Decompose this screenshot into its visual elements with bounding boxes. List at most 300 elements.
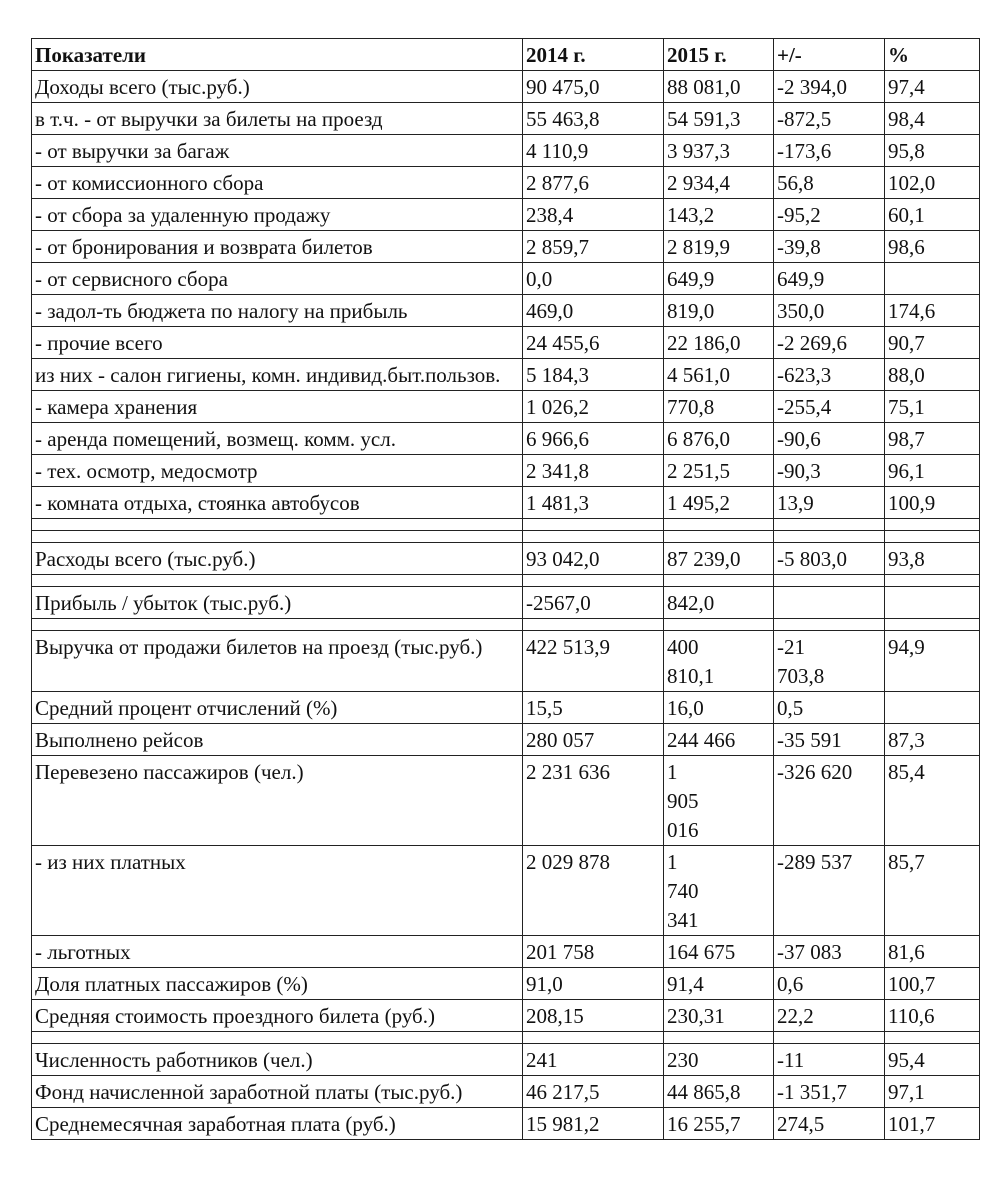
table-row [32, 359, 980, 391]
value-2014-text: 1 481,3 [526, 491, 589, 515]
row-label-text: - тех. осмотр, медосмотр [35, 459, 258, 483]
value-2015 [664, 936, 774, 968]
table-row [32, 71, 980, 103]
header-diff: +/- [774, 39, 885, 71]
indicators-table [31, 38, 980, 1140]
header-row [32, 39, 980, 71]
table-row [32, 103, 980, 135]
value-2015 [664, 692, 774, 724]
value-2015 [664, 1076, 774, 1108]
value-percent [885, 631, 980, 692]
value-diff [774, 199, 885, 231]
value-2015 [664, 756, 774, 846]
value-diff [774, 391, 885, 423]
value-2015-text: 842,0 [667, 591, 715, 615]
row-label-text: - задол-ть бюджета по налогу на прибыль [35, 299, 408, 323]
row-label-text: - аренда помещений, возмещ. комм. усл. [35, 427, 396, 451]
value-diff-text: -326 620 [777, 760, 853, 784]
value-percent [885, 135, 980, 167]
value-diff [774, 231, 885, 263]
value-2014 [523, 327, 664, 359]
value-2014-text: 4 110,9 [526, 139, 589, 163]
value-2015 [664, 543, 774, 575]
table-row [32, 1076, 980, 1108]
value-diff-text: -623,3 [777, 363, 832, 387]
row-label-text: из них - салон гигиены, комн. индивид.быт.пользов. [35, 363, 501, 387]
value-percent [885, 1000, 980, 1032]
table-row [32, 327, 980, 359]
spacer-cell [32, 575, 523, 587]
value-2014 [523, 587, 664, 619]
value-2015 [664, 455, 774, 487]
value-2015 [664, 1108, 774, 1140]
value-diff-text: -1 351,7 [777, 1080, 847, 1104]
value-2014 [523, 1044, 664, 1076]
value-2015 [664, 135, 774, 167]
value-2014 [523, 391, 664, 423]
value-diff-text: -872,5 [777, 107, 832, 131]
row-label [32, 359, 523, 391]
value-percent-text: 75,1 [888, 395, 925, 419]
table-row [32, 487, 980, 519]
table-row [32, 936, 980, 968]
value-diff-text: -39,8 [777, 235, 821, 259]
value-2014-text: 422 513,9 [526, 635, 610, 659]
value-2015 [664, 587, 774, 619]
value-2015 [664, 631, 774, 692]
spacer-row [32, 519, 980, 531]
value-2015 [664, 1044, 774, 1076]
header-percent: % [885, 39, 980, 71]
value-diff-text: -2 269,6 [777, 331, 847, 355]
value-percent [885, 103, 980, 135]
spacer-row [32, 575, 980, 587]
value-diff [774, 263, 885, 295]
value-diff-text: 13,9 [777, 491, 814, 515]
row-label [32, 724, 523, 756]
value-diff-text: -90,6 [777, 427, 821, 451]
value-2014-text: 201 758 [526, 940, 595, 964]
value-2014-text: 238,4 [526, 203, 574, 227]
value-2014-text: 241 [526, 1048, 558, 1072]
row-label-text: - камера хранения [35, 395, 198, 419]
value-2014 [523, 692, 664, 724]
value-percent-text: 94,9 [888, 635, 925, 659]
value-2015-text: 143,2 [667, 203, 715, 227]
value-2014-text: 2 859,7 [526, 235, 589, 259]
value-2015 [664, 327, 774, 359]
row-label-text: - прочие всего [35, 331, 163, 355]
value-diff-text: -289 537 [777, 850, 853, 874]
row-label [32, 692, 523, 724]
value-percent-text: 100,7 [888, 972, 936, 996]
row-label [32, 968, 523, 1000]
value-2014-text: 24 455,6 [526, 331, 600, 355]
value-2015-text: 2 251,5 [667, 459, 730, 483]
value-2014 [523, 103, 664, 135]
row-label [32, 1000, 523, 1032]
table-row [32, 968, 980, 1000]
value-percent [885, 756, 980, 846]
value-percent [885, 543, 980, 575]
table-row [32, 135, 980, 167]
table-row [32, 455, 980, 487]
value-percent [885, 846, 980, 936]
row-label [32, 1044, 523, 1076]
table-row [32, 543, 980, 575]
value-diff [774, 487, 885, 519]
row-label [32, 135, 523, 167]
value-percent-text: 90,7 [888, 331, 925, 355]
value-percent-text: 101,7 [888, 1112, 936, 1136]
table-row [32, 1108, 980, 1140]
row-label-text: - комната отдыха, стоянка автобусов [35, 491, 360, 515]
value-diff [774, 359, 885, 391]
row-label-text: Перевезено пассажиров (чел.) [35, 760, 304, 784]
value-percent [885, 692, 980, 724]
row-label-text: - из них платных [35, 850, 186, 874]
value-2014-text: 46 217,5 [526, 1080, 600, 1104]
value-2014 [523, 455, 664, 487]
row-label [32, 487, 523, 519]
value-diff-text: 56,8 [777, 171, 814, 195]
value-2015-text: 87 239,0 [667, 547, 741, 571]
spacer-cell [885, 531, 980, 543]
value-diff [774, 103, 885, 135]
row-label [32, 327, 523, 359]
table-row [32, 756, 980, 846]
value-diff [774, 631, 885, 692]
row-label-text: Средняя стоимость проездного билета (руб.) [35, 1004, 435, 1028]
row-label-text: Среднемесячная заработная плата (руб.) [35, 1112, 396, 1136]
row-label-text: Фонд начисленной заработной платы (тыс.руб.) [35, 1080, 463, 1104]
row-label [32, 543, 523, 575]
value-percent [885, 968, 980, 1000]
value-diff [774, 587, 885, 619]
value-percent [885, 71, 980, 103]
value-2014 [523, 631, 664, 692]
value-2014-text: 90 475,0 [526, 75, 600, 99]
value-diff [774, 936, 885, 968]
row-label-text: Расходы всего (тыс.руб.) [35, 547, 256, 571]
spacer-cell [32, 531, 523, 543]
value-percent-text: 95,4 [888, 1048, 925, 1072]
value-2015-text: 2 819,9 [667, 235, 730, 259]
spacer-cell [32, 1032, 523, 1044]
spacer-cell [664, 575, 774, 587]
row-label-text: Доходы всего (тыс.руб.) [35, 75, 250, 99]
value-2015-text: 244 466 [667, 728, 736, 752]
value-percent-text: 100,9 [888, 491, 936, 515]
value-diff [774, 846, 885, 936]
value-percent-text: 98,4 [888, 107, 925, 131]
table-row [32, 846, 980, 936]
value-2014-text: 15,5 [526, 696, 563, 720]
table-row [32, 231, 980, 263]
value-2015-text: 6 876,0 [667, 427, 730, 451]
value-percent-text: 98,6 [888, 235, 925, 259]
value-2014 [523, 846, 664, 936]
value-2014 [523, 968, 664, 1000]
value-2015-text: 230 [667, 1048, 699, 1072]
spacer-cell [774, 519, 885, 531]
row-label [32, 423, 523, 455]
value-2014-text: 280 057 [526, 728, 595, 752]
value-percent [885, 724, 980, 756]
table-row [32, 1044, 980, 1076]
value-2015-text: 22 186,0 [667, 331, 741, 355]
value-percent-text: 85,4 [888, 760, 925, 784]
spacer-cell [885, 619, 980, 631]
header-2015: 2015 г. [664, 39, 774, 71]
spacer-cell [774, 1032, 885, 1044]
value-2014-text: 2 341,8 [526, 459, 589, 483]
value-percent-text: 85,7 [888, 850, 925, 874]
value-percent [885, 167, 980, 199]
value-diff [774, 295, 885, 327]
value-percent [885, 295, 980, 327]
row-label-text: в т.ч. - от выручки за билеты на проезд [35, 107, 383, 131]
value-2014 [523, 263, 664, 295]
value-percent-text: 174,6 [888, 299, 936, 323]
value-2015 [664, 295, 774, 327]
value-2015-text: 1 495,2 [667, 491, 730, 515]
value-2014 [523, 936, 664, 968]
value-percent-text: 81,6 [888, 940, 925, 964]
value-diff-text: 22,2 [777, 1004, 814, 1028]
value-percent [885, 199, 980, 231]
value-2015-text: 16,0 [667, 696, 704, 720]
value-2015 [664, 968, 774, 1000]
value-percent-text: 96,1 [888, 459, 925, 483]
value-percent-text: 93,8 [888, 547, 925, 571]
value-2014 [523, 756, 664, 846]
row-label [32, 756, 523, 846]
value-2015-text: 3 937,3 [667, 139, 730, 163]
row-label [32, 1108, 523, 1140]
value-percent-text: 88,0 [888, 363, 925, 387]
value-percent [885, 455, 980, 487]
value-percent [885, 423, 980, 455]
value-2015-text: 1 740 341 [667, 850, 699, 932]
row-label [32, 71, 523, 103]
value-2014-text: 2 029 878 [526, 850, 610, 874]
spacer-cell [32, 519, 523, 531]
row-label-text: Доля платных пассажиров (%) [35, 972, 308, 996]
value-2014 [523, 199, 664, 231]
spacer-cell [523, 531, 664, 543]
value-diff-text: 0,5 [777, 696, 804, 720]
row-label-text: - льготных [35, 940, 131, 964]
value-2015-text: 649,9 [667, 267, 715, 291]
value-diff-text: 274,5 [777, 1112, 825, 1136]
value-2014 [523, 423, 664, 455]
value-2015 [664, 487, 774, 519]
value-diff-text: -35 591 [777, 728, 842, 752]
spacer-row [32, 531, 980, 543]
value-percent-text: 97,1 [888, 1080, 925, 1104]
value-2014 [523, 1000, 664, 1032]
value-percent [885, 391, 980, 423]
value-percent-text: 97,4 [888, 75, 925, 99]
value-percent-text: 102,0 [888, 171, 936, 195]
value-2014-text: 93 042,0 [526, 547, 600, 571]
row-label [32, 1076, 523, 1108]
value-percent [885, 1044, 980, 1076]
value-2014-text: 91,0 [526, 972, 563, 996]
spacer-cell [523, 619, 664, 631]
value-percent [885, 936, 980, 968]
row-label-text: Численность работников (чел.) [35, 1048, 313, 1072]
value-2015 [664, 423, 774, 455]
table-body [32, 71, 980, 1140]
row-label-text: - от сервисного сбора [35, 267, 228, 291]
value-2014-text: 2 231 636 [526, 760, 610, 784]
table-row [32, 692, 980, 724]
value-2014-text: -2567,0 [526, 591, 591, 615]
value-percent [885, 487, 980, 519]
header-2014: 2014 г. [523, 39, 664, 71]
row-label [32, 231, 523, 263]
value-diff [774, 455, 885, 487]
value-diff-text: 0,6 [777, 972, 804, 996]
row-label-text: Средний процент отчислений (%) [35, 696, 338, 720]
value-2015 [664, 167, 774, 199]
value-2015 [664, 103, 774, 135]
value-percent [885, 327, 980, 359]
value-2015 [664, 359, 774, 391]
row-label-text: - от комиссионного сбора [35, 171, 264, 195]
value-percent-text: 110,6 [888, 1004, 935, 1028]
value-diff-text: -5 803,0 [777, 547, 847, 571]
value-2015 [664, 1000, 774, 1032]
value-2015-text: 91,4 [667, 972, 704, 996]
value-2014 [523, 1076, 664, 1108]
value-percent-text: 87,3 [888, 728, 925, 752]
value-diff-text: -95,2 [777, 203, 821, 227]
value-diff-text: -90,3 [777, 459, 821, 483]
value-2015 [664, 71, 774, 103]
row-label [32, 103, 523, 135]
spacer-cell [774, 619, 885, 631]
value-percent [885, 1108, 980, 1140]
value-diff [774, 968, 885, 1000]
row-label [32, 263, 523, 295]
row-label [32, 846, 523, 936]
table-row [32, 587, 980, 619]
table-row [32, 1000, 980, 1032]
value-2015 [664, 724, 774, 756]
value-diff-text: 649,9 [777, 267, 825, 291]
row-label [32, 167, 523, 199]
value-2014-text: 15 981,2 [526, 1112, 600, 1136]
header-indicators: Показатели [32, 39, 523, 71]
value-2015-text: 230,31 [667, 1004, 725, 1028]
spacer-cell [523, 575, 664, 587]
value-2014 [523, 359, 664, 391]
value-2015 [664, 263, 774, 295]
value-diff [774, 756, 885, 846]
table-row [32, 631, 980, 692]
spacer-cell [523, 519, 664, 531]
value-2015 [664, 199, 774, 231]
value-percent-text: 98,7 [888, 427, 925, 451]
value-diff-text: -173,6 [777, 139, 832, 163]
value-2015-text: 770,8 [667, 395, 715, 419]
spacer-cell [774, 531, 885, 543]
value-2014-text: 1 026,2 [526, 395, 589, 419]
value-2015 [664, 231, 774, 263]
value-percent-text: 60,1 [888, 203, 925, 227]
value-2015 [664, 391, 774, 423]
value-2015 [664, 846, 774, 936]
spacer-cell [523, 1032, 664, 1044]
value-diff [774, 724, 885, 756]
row-label [32, 199, 523, 231]
value-diff [774, 1076, 885, 1108]
value-2015-text: 400 810,1 [667, 635, 715, 688]
value-2014 [523, 135, 664, 167]
value-diff [774, 1044, 885, 1076]
value-2015-text: 164 675 [667, 940, 736, 964]
value-2015-text: 4 561,0 [667, 363, 730, 387]
row-label [32, 391, 523, 423]
table-row [32, 167, 980, 199]
row-label-text: Выполнено рейсов [35, 728, 204, 752]
table-row [32, 391, 980, 423]
row-label [32, 587, 523, 619]
value-diff [774, 423, 885, 455]
spacer-cell [885, 575, 980, 587]
value-2015-text: 2 934,4 [667, 171, 730, 195]
row-label-text: - от сбора за удаленную продажу [35, 203, 331, 227]
value-2014-text: 208,15 [526, 1004, 584, 1028]
value-diff-text: -21 703,8 [777, 635, 825, 688]
table-row [32, 295, 980, 327]
table-row [32, 423, 980, 455]
value-diff-text: -37 083 [777, 940, 842, 964]
value-2015-text: 88 081,0 [667, 75, 741, 99]
spacer-row [32, 619, 980, 631]
value-diff [774, 1000, 885, 1032]
value-diff-text: -11 [777, 1048, 805, 1072]
table-row [32, 199, 980, 231]
value-2014-text: 6 966,6 [526, 427, 589, 451]
value-2014 [523, 1108, 664, 1140]
spacer-cell [885, 1032, 980, 1044]
value-2014 [523, 724, 664, 756]
value-2015-text: 819,0 [667, 299, 715, 323]
value-2014-text: 5 184,3 [526, 363, 589, 387]
table-row [32, 263, 980, 295]
value-2014 [523, 295, 664, 327]
value-diff [774, 71, 885, 103]
value-percent [885, 231, 980, 263]
spacer-cell [32, 619, 523, 631]
row-label-text: Прибыль / убыток (тыс.руб.) [35, 591, 292, 615]
value-2015-text: 44 865,8 [667, 1080, 741, 1104]
table-row [32, 724, 980, 756]
value-2014 [523, 71, 664, 103]
row-label [32, 295, 523, 327]
value-percent [885, 263, 980, 295]
row-label-text: - от бронирования и возврата билетов [35, 235, 373, 259]
value-percent [885, 359, 980, 391]
value-percent [885, 587, 980, 619]
row-label-text: Выручка от продажи билетов на проезд (тыс.руб.) [35, 635, 483, 659]
spacer-cell [664, 531, 774, 543]
spacer-cell [664, 519, 774, 531]
